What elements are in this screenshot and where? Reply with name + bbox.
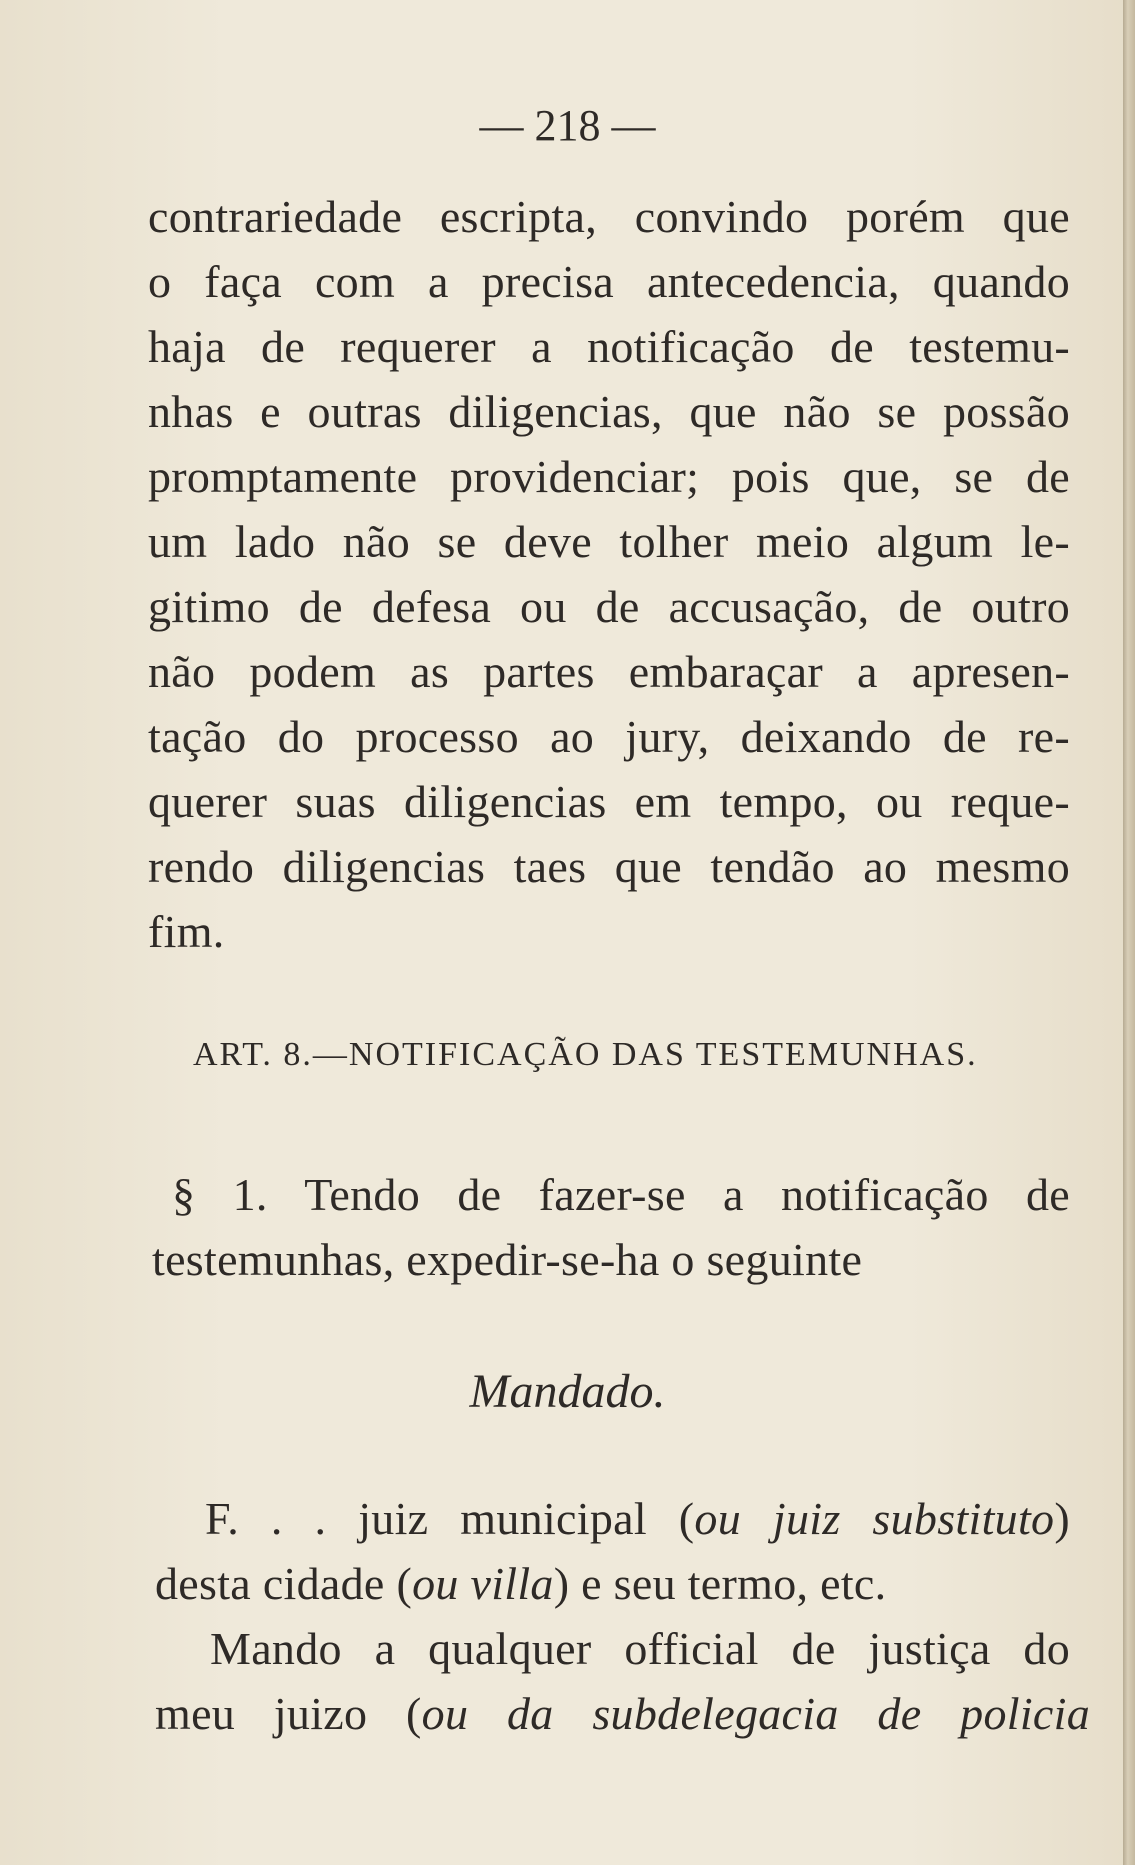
text-span: ) e seu termo, etc. xyxy=(553,1558,887,1609)
text-line: nhas e outras diligencias, que não se possão xyxy=(148,386,1070,437)
text-line: não podem as partes embaraçar a apresen- xyxy=(148,646,1070,697)
text-line: contrariedade escripta, convindo porém que xyxy=(148,191,1070,242)
text-span: F. . . juiz municipal ( xyxy=(205,1493,695,1544)
text-line: haja de requerer a notificação de testemu- xyxy=(148,321,1070,372)
text-line: o faça com a precisa antecedencia, quando xyxy=(148,256,1070,307)
text-span: desta cidade ( xyxy=(155,1558,413,1609)
italic-span: ou juiz substituto xyxy=(694,1493,1055,1544)
text-line: testemunhas, expedir-se-ha o seguinte xyxy=(152,1234,863,1285)
italic-span: ou villa xyxy=(412,1558,554,1609)
text-line: gitimo de defesa ou de accusação, de outro xyxy=(148,581,1070,632)
italic-span: ou da subdelegacia de policia xyxy=(421,1688,1090,1739)
text-line: § 1. Tendo de fazer-se a notificação de xyxy=(172,1169,1070,1220)
text-line xyxy=(155,1682,1090,1746)
text-line: um lado não se deve tolher meio algum le- xyxy=(148,516,1070,567)
text-span: meu juizo ( xyxy=(155,1688,422,1739)
page-number: — 218 — xyxy=(479,101,656,150)
mandado-title: Mandado. xyxy=(469,1365,666,1418)
text-line: promptamente providenciar; pois que, se de xyxy=(148,451,1070,502)
text-line: querer suas diligencias em tempo, ou reque- xyxy=(148,776,1070,827)
page-gutter-shadow xyxy=(1123,0,1135,1865)
text-line: tação do processo ao jury, deixando de re- xyxy=(148,711,1070,762)
text-line: fim. xyxy=(148,906,225,957)
text-line: Mando a qualquer official de justiça do xyxy=(210,1623,1070,1674)
text-line: rendo diligencias taes que tendão ao mesmo xyxy=(148,841,1070,892)
text-line xyxy=(205,1487,1070,1551)
text-span: ) xyxy=(1054,1493,1070,1544)
section-heading: ART. 8.—NOTIFICAÇÃO DAS TESTEMUNHAS. xyxy=(193,1036,978,1073)
text-line xyxy=(155,1552,1077,1616)
